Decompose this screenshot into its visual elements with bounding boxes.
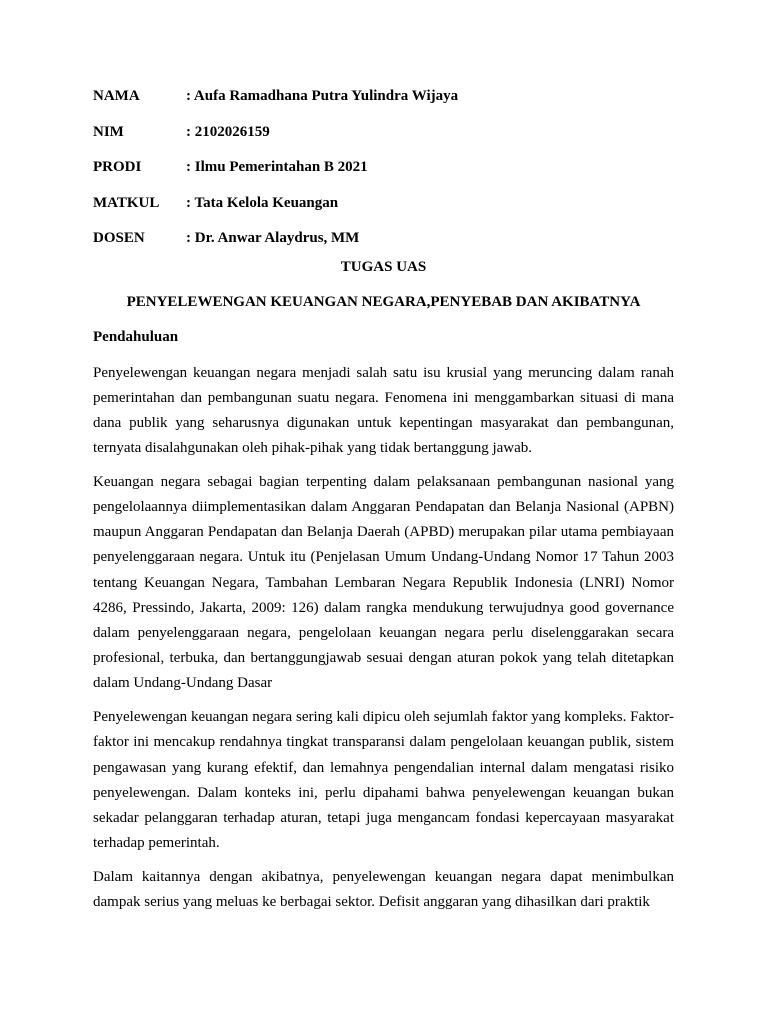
info-value: : Aufa Ramadhana Putra Yulindra Wijaya bbox=[186, 88, 459, 104]
section-heading: Pendahuluan bbox=[93, 328, 179, 345]
info-row-nim bbox=[93, 122, 674, 142]
paragraph: Penyelewengan keuangan negara sering kali dipicu oleh sejumlah faktor yang kompleks. Faktor-faktor ini mencakup rendahnya tingkat transparansi dalam pengelolaan keuangan publik, sistem pengawasan yang kurang efektif, dan lemahnya pengendalian internal dalam mengatasi risiko penyelewengan. Dalam konteks ini, perlu dipahami bahwa penyelewengan keuangan bukan sekadar pelanggaran terhadap aturan, tetapi juga mengancam fondasi kepercayaan masyarakat terhadap pemerintah. bbox=[93, 709, 674, 852]
info-row-dosen bbox=[93, 228, 674, 248]
document-title: PENYELEWENGAN KEUANGAN NEGARA,PENYEBAB DAN AKIBATNYA bbox=[126, 293, 641, 310]
info-value: : Dr. Anwar Alaydrus, MM bbox=[186, 230, 360, 246]
info-row-prodi bbox=[93, 157, 674, 177]
info-label: NAMA bbox=[93, 88, 140, 104]
student-info-block bbox=[93, 86, 674, 248]
info-row-matkul bbox=[93, 193, 674, 213]
paragraph: Keuangan negara sebagai bagian terpenting dalam pelaksanaan pembangunan nasional yang pengelolaannya diimplementasikan dalam Anggaran Pendapatan dan Belanja Nasional (APBN) maupun Anggaran Pendapatan dan Belanja Daerah (APBD) merupakan pilar utama pembiayaan penyelenggaraan negara. Untuk itu (Penjelasan Umum Undang-Undang Nomor 17 Tahun 2003 tentang Keuangan Negara, Tambahan Lembaran Negara Republik Indonesia (LNRI) Nomor 4286, Pressindo, Jakarta, 2009: 126) dalam rangka mendukung terwujudnya good governance dalam penyelenggaraan negara, pengelolaan keuangan negara perlu diselenggarakan secara profesional, terbuka, dan bertanggungjawab sesuai dengan aturan pokok yang telah ditetapkan dalam Undang-Undang Dasar bbox=[93, 473, 674, 692]
info-row-nama bbox=[93, 86, 674, 106]
paragraph: Dalam kaitannya dengan akibatnya, penyelewengan keuangan negara dapat menimbulkan dampak serius yang meluas ke berbagai sektor. Defisit anggaran yang dihasilkan dari praktik bbox=[93, 868, 674, 911]
document-type-heading: TUGAS UAS bbox=[340, 258, 427, 275]
info-value: : 2102026159 bbox=[186, 123, 270, 140]
info-value: : Ilmu Pemerintahan B 2021 bbox=[186, 159, 368, 175]
info-label: NIM bbox=[93, 123, 124, 140]
info-label: DOSEN bbox=[93, 230, 145, 246]
info-label: PRODI bbox=[93, 159, 142, 175]
info-value: : Tata Kelola Keuangan bbox=[186, 194, 339, 211]
document-page bbox=[93, 86, 674, 924]
info-label: MATKUL bbox=[93, 194, 160, 211]
paragraph: Penyelewengan keuangan negara menjadi salah satu isu krusial yang meruncing dalam ranah pemerintahan dan pembangunan suatu negara. Fenomena ini menggambarkan situasi di mana dana publik yang seharusnya digunakan untuk kepentingan masyarakat dan pembangunan, ternyata disalahgunakan oleh pihak-pihak yang tidak bertanggung jawab. bbox=[93, 364, 674, 457]
